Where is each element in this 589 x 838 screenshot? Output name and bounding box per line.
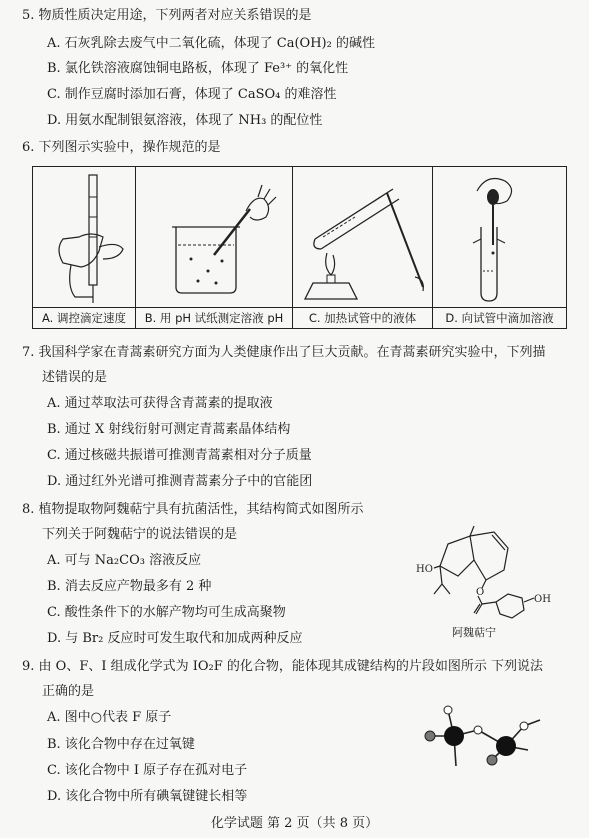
q9-option-a: A. 图中○代表 F 原子: [47, 710, 172, 725]
q8-stem-line1: 8. 植物提取物阿魏萜宁具有抗菌活性，其结构简式如图所示: [22, 502, 364, 517]
q7-option-a: A. 通过萃取法可获得含青蒿素的提取液: [47, 396, 273, 411]
experiment-a: [33, 167, 136, 328]
caption-a: A. 调控滴定速度: [33, 307, 135, 329]
q7-option-d: D. 通过红外光谱可推测青蒿素分子中的官能团: [47, 474, 313, 489]
q5-option-d: D. 用氨水配制银氨溶液，体现了 NH₃ 的配位性: [47, 113, 323, 128]
q8-stem-line2: 下列关于阿魏萜宁的说法错误的是: [42, 527, 238, 542]
gray-atom: [487, 755, 497, 765]
experiment-figure-table: [32, 166, 567, 329]
caption-d: D. 向试管中滴加溶液: [433, 307, 566, 329]
structure-caption: 阿魏萜宁: [452, 626, 496, 639]
experiment-b: [136, 167, 293, 328]
hydroxyl-label: HO: [416, 564, 433, 575]
caption-c: C. 加热试管中的液体: [293, 307, 432, 329]
q9-option-b: B. 该化合物中存在过氧键: [47, 737, 195, 752]
q8-option-c: C. 酸性条件下的水解产物均可生成高聚物: [47, 605, 286, 620]
experiment-c: [293, 167, 433, 328]
q8-option-a: A. 可与 Na₂CO₃ 溶液反应: [47, 553, 202, 568]
q8-option-b: B. 消去反应产物最多有 2 种: [47, 579, 212, 594]
q7-stem-line2: 述错误的是: [42, 370, 108, 385]
q9-stem-line1: 9. 由 O、F、I 组成化学式为 IO₂F 的化合物，能体现其成键结构的片段如图所示 下列说法: [22, 659, 544, 674]
phenol-oh-label: OH: [534, 594, 551, 605]
q5-option-c: C. 制作豆腐时添加石膏，体现了 CaSO₄ 的难溶性: [47, 87, 337, 102]
q8-option-d: D. 与 Br₂ 反应时可发生取代和加成两种反应: [47, 631, 303, 646]
experiment-d: [433, 167, 566, 328]
gray-atom: [425, 731, 435, 741]
black-atom: [496, 736, 516, 756]
caption-b: B. 用 pH 试纸测定溶液 pH: [136, 307, 292, 329]
ferutinin-structure-figure: [412, 522, 562, 642]
black-atom: [444, 726, 464, 746]
white-atom: [474, 726, 482, 734]
page-footer: 化学试题 第 2 页（共 8 页）: [210, 816, 379, 831]
white-atom: [444, 706, 452, 714]
q5-option-b: B. 氯化铁溶液腐蚀铜电路板，体现了 Fe³⁺ 的氧化性: [47, 61, 349, 76]
io2f-bonding-fragment-figure: [418, 690, 568, 780]
q7-option-c: C. 通过核磁共振谱可推测青蒿素相对分子质量: [47, 448, 312, 463]
q5-option-a: A. 石灰乳除去废气中二氧化硫，体现了 Ca(OH)₂ 的碱性: [47, 36, 375, 51]
q5-stem: 5. 物质性质决定用途，下列两者对应关系错误的是: [22, 8, 312, 23]
q7-option-b: B. 通过 X 射线衍射可测定青蒿素晶体结构: [47, 422, 291, 437]
q9-stem-line2: 正确的是: [42, 684, 95, 699]
q6-stem: 6. 下列图示实验中，操作规范的是: [22, 140, 221, 155]
q7-stem-line1: 7. 我国科学家在青蒿素研究方面为人类健康作出了巨大贡献。在青蒿素研究实验中，下列描: [22, 345, 546, 360]
ph-paper-illustration: [136, 167, 293, 307]
burette-titration-illustration: [33, 167, 136, 307]
ester-oxygen-label: O: [476, 587, 485, 598]
heating-test-tube-illustration: [293, 167, 433, 307]
q9-option-c: C. 该化合物中 I 原子存在孤对电子: [47, 763, 248, 778]
white-atom: [520, 722, 528, 730]
q9-option-d: D. 该化合物中所有碘氧键键长相等: [47, 789, 248, 804]
dropper-test-tube-illustration: [433, 167, 566, 307]
